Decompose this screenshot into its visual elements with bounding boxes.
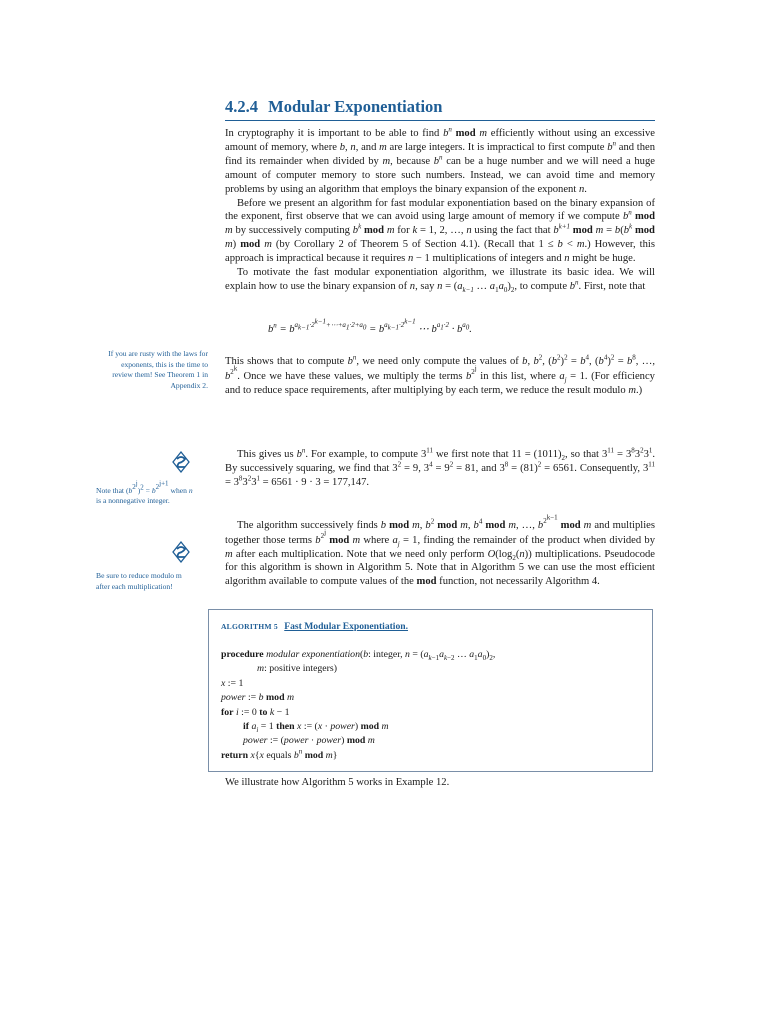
- paragraph-4: This shows that to compute $b^n$, we need only compute the values of b, $b^2$, $(b^2)^2 = b^4$, $(b^4)^2 = b^8$, …, $b^{2^k}$. Once we have these values, we multiply the terms $b^{2^j}$ in this list, where $a_j = 1$. (For efficiency and to reduce space requirements, after multiplying by each term, we reduce the result modulo m.): [225, 353, 656, 396]
- paragraph-6: The algorithm successively finds b mod m, $b^2$ mod m, $b^4$ mod m, …, $b^{2^{k-1}}$ mod m and multiplies together those terms $b^{2^j}$ mod m where $a_j = 1$, finding the remainder of the product when divided by m after each multiplication. Note that we need only perform $O(\log_2(n))$ multiplications. Pseudocode for this algorithm is shown in Algorithm 5. Note that in Algorithm 5 we can use the most efficient algorithm available to compute values of the mod function, not necessarily Algorithm 4.: [225, 514, 655, 588]
- section-title: Modular Exponentiation: [268, 97, 443, 116]
- code-line: x := 1: [221, 677, 244, 689]
- exponent-equation: $b^n = b^{a_{k-1}\cdot 2^{k-1}+\cdots+a_1\cdot 2+a_0} = b^{a_{k-1}\cdot 2^{k-1}}$ ⋯ $b^{a_1\cdot 2} \cdot b^{a_0}$.: [268, 318, 472, 335]
- code-line: return x{x equals $b^n$ mod m}: [221, 747, 338, 761]
- hint-icon: [171, 451, 191, 473]
- margin-note-squaring: Note that $(b^{2^j})^2 = b^{2^{j+1}}$ when n is a nonnegative integer.: [96, 480, 193, 506]
- algorithm-name: Fast Modular Exponentiation.: [284, 621, 409, 632]
- paragraph-5: This gives us $b^n$. For example, to compute $3^{11}$ we first note that $11 = (1011)_2$, so that $3^{11} = 3^83^23^1$. By successively squaring, we find that $3^2 = 9$, $3^4 = 9^2 = 81$, and $3^8 = (81)^2 = 6561$. Consequently, $3^{11} = 3^83^23^1 = 6561 \cdot 9 \cdot 3 = 177,147$.: [225, 446, 656, 488]
- code-line: if $a_i = 1$ then x := (x · power) mod m: [243, 720, 389, 734]
- code-line: procedure modular exponentiation(b: integer, $n = (a_{k-1}a_{k-2}$ … $a_1a_0)_2$,: [221, 649, 496, 662]
- paragraph-2: Before we present an algorithm for fast modular exponentiation based on the binary expansion of the exponent, first observe that we can avoid using large amount of memory if we compute $b^n$ mod m by successively computing $b^k$ mod m for k = 1, 2, …, n using the fact that $b^{k+1}$ mod $m = b(b^k$ mod m) mod m (by Corollary 2 of Theorem 5 of Section 4.1). (Recall that 1 ≤ b < m.) However, this approach is impractical because it requires n − 1 multiplications of integers and n might be huge.: [225, 197, 655, 265]
- pseudocode: [221, 648, 495, 763]
- code-line: m: positive integers): [257, 663, 337, 675]
- paragraph-1: In cryptography it is important to be able to find $b^n$ mod m efficiently without using an excessive amount of memory, where b, n, and m are large integers. It is impractical to first compute $b^n$ and then find its remainder when divided by m, because $b^n$ can be a huge number and we will need a huge amount of computer memory to store such numbers. Instead, we can avoid time and memory problems by using an algorithm that employs the binary expansion of the exponent n.: [225, 125, 656, 195]
- algorithm-box: [208, 609, 653, 772]
- section-number: 4.2.4: [225, 97, 258, 116]
- code-line: power := b mod m: [221, 692, 295, 704]
- intro-paragraphs: [225, 127, 655, 294]
- hint-icon: [171, 541, 191, 563]
- paragraph-3: To motivate the fast modular exponentiation algorithm, we illustrate its basic idea. We will explain how to use the binary expansion of n, say $n = (a_{k-1}$ … $a_1a_0)_2$, to compute $b^n$. First, note that: [225, 267, 655, 295]
- margin-note-reduce: Be sure to reduce modulo m after each multiplication!: [96, 571, 182, 591]
- algorithm-label: ALGORITHM 5: [221, 622, 278, 631]
- section-heading: [225, 97, 442, 117]
- closing-sentence: We illustrate how Algorithm 5 works in Example 12.: [225, 777, 450, 788]
- algorithm-heading: [221, 621, 408, 632]
- heading-rule: [225, 120, 655, 121]
- code-line: for i := 0 to k − 1: [221, 706, 290, 718]
- margin-note-exponent-laws: If you are rusty with the laws for exponents, this is the time to review them! See Theorem 1 in Appendix 2.: [108, 349, 208, 390]
- code-line: power := (power · power) mod m: [243, 735, 375, 747]
